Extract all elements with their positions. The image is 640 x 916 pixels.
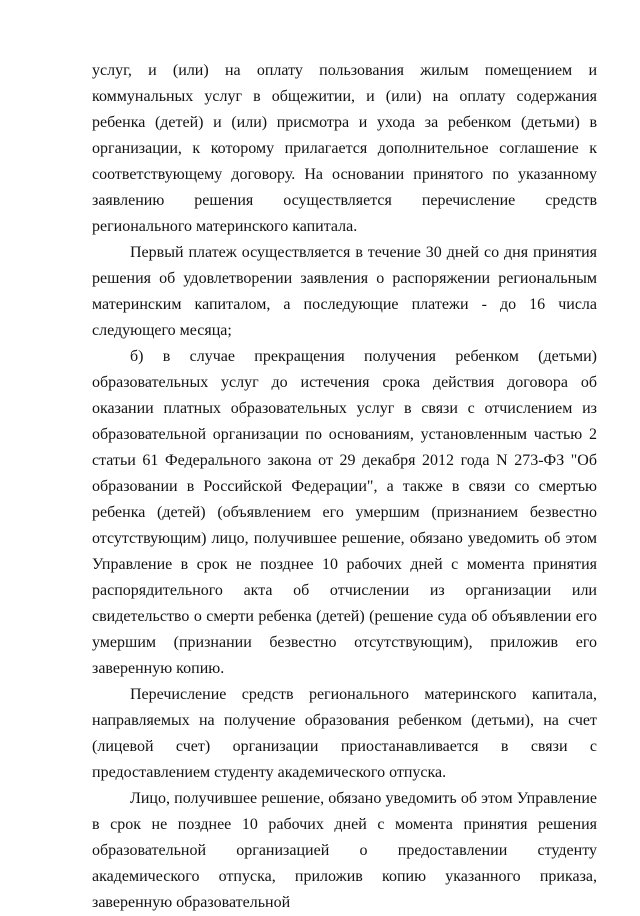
paragraph-first-payment: Первый платеж осуществляется в течение 30 дней со дня принятия решения об удовлетворении заявления о распоряжении региональным материнским капиталом, а последующие платежи - до 16 числа следующего месяца; — [92, 244, 597, 339]
paragraph-suspension: Перечисление средств регионального материнского капитала, направляемых на получение образования ребенком (детьми), на счет (лицевой счет) организации приостанавливается в связи с предоставлением студенту академического отпуска. — [92, 686, 597, 781]
paragraph-continuation: услуг, и (или) на оплату пользования жилым помещением и коммунальных услуг в общежитии, и (или) на оплату содержания ребенка (детей) и (или) присмотра и ухода за ребенком (детьми) в организации, к которому прилагается дополнительное соглашение к соответствующему договору. На основании принятого по указанному заявлению решения осуществляется перечисление средств регионального материнского капитала. — [92, 62, 597, 235]
paragraph-item-b: б) в случае прекращения получения ребенком (детьми) образовательных услуг до истечения срока действия договора об оказании платных образовательных услуг в связи с отчислением из образовательной организации по основаниям, установленным частью 2 статьи 61 Федерального закона от 29 декабря 2012 года N 273-ФЗ "Об образовании в Российской Федерации", а также в связи со смертью ребенка (детей) (объявлением его умершим (признанием безвестно отсутствующим) лицо, получившее решение, обязано уведомить об этом Управление в срок не позднее 10 рабочих дней с момента принятия распорядительного акта об отчислении из организации или свидетельство о смерти ребенка (детей) (решение суда об объявлении его умершим (признании безвестно отсутствующим), приложив его заверенную копию. — [92, 348, 598, 677]
document-page — [92, 58, 597, 916]
paragraph-notification: Лицо, получившее решение, обязано уведомить об этом Управление в срок не позднее 10 рабочих дней с момента принятия решения образовательной организацией о предоставлении студенту академического отпуска, приложив копию указанного приказа, заверенную образовательной — [92, 790, 597, 911]
